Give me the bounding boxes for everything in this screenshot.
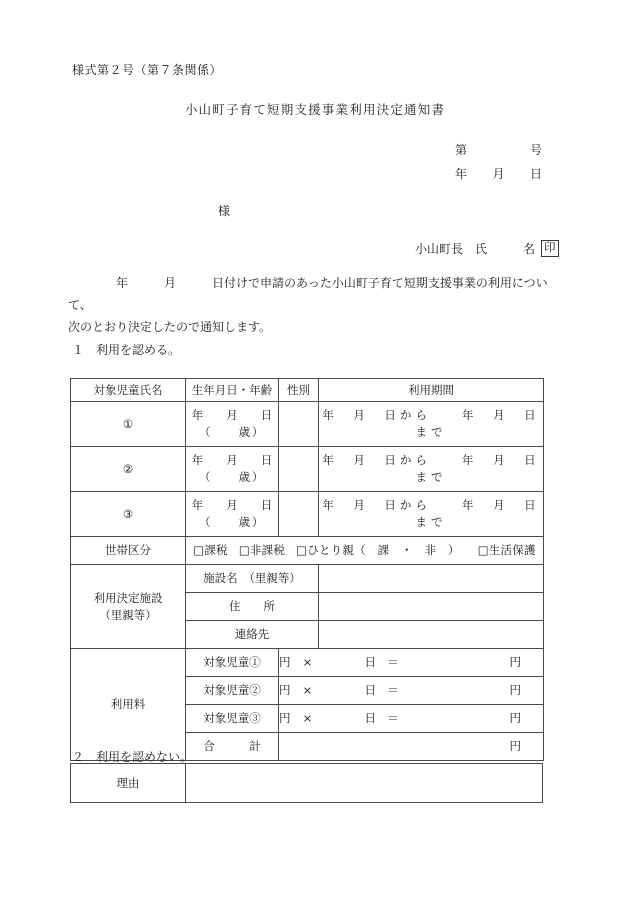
fee-total-label: 合 計: [186, 733, 279, 761]
table-row: [71, 764, 543, 803]
facility-name-label: 施設名 （里親等）: [186, 565, 319, 593]
fee-child1-operator: ×: [302, 655, 313, 670]
facility-row: [71, 565, 544, 593]
child-birth-date-2: 年 月 日: [191, 453, 278, 468]
facility-address-label: 住 所: [186, 593, 319, 621]
fee-child1-days: 日: [364, 655, 376, 670]
child-period-1[interactable]: 年 月 日から 年 月 日まで: [319, 402, 544, 447]
child-index-1[interactable]: ①: [71, 402, 186, 447]
reason-label: 理由: [71, 764, 186, 803]
column-header-birth: 生年月日・年齢: [186, 379, 279, 402]
rejection-table: [70, 763, 543, 803]
fee-child2-unit: 円: [279, 683, 291, 698]
facility-address-value[interactable]: [319, 593, 544, 621]
fee-child2-equals: ＝: [387, 683, 399, 698]
child-period-3[interactable]: 年 月 日から 年 月 日まで: [319, 492, 544, 537]
issuer-line: [415, 240, 559, 257]
issuer-name: 小山町長 氏 名: [415, 242, 536, 256]
fee-child1-label: 対象児童①: [186, 649, 279, 677]
column-header-period: 利用期間: [319, 379, 544, 402]
fee-child1-unit: 円: [279, 655, 291, 670]
child-birth-3[interactable]: [186, 492, 279, 537]
table-row: [71, 492, 544, 537]
child-age-2: （ 歳）: [198, 470, 266, 484]
fee-child2-days: 日: [364, 683, 376, 698]
form-number: 様式第２号（第７条関係）: [72, 63, 223, 77]
facility-label: [71, 565, 186, 649]
fee-child3-calc[interactable]: [279, 705, 544, 733]
section2-heading: ２ 利用を認めない。: [72, 750, 193, 764]
body-paragraph-line1: 付けで申請のあった小山町子育て短期支援事業の利用について、: [68, 276, 548, 313]
fee-label: 利用料: [71, 649, 186, 761]
facility-name-value[interactable]: [319, 565, 544, 593]
fee-child2-label: 対象児童②: [186, 677, 279, 705]
checkbox-single-parent[interactable]: □ひとり親（ 課 ・ 非 ）: [296, 543, 460, 558]
child-birth-date-1: 年 月 日: [191, 408, 278, 423]
fee-child1-equals: ＝: [387, 655, 399, 670]
fee-total-unit: 円: [509, 739, 521, 754]
table-row: [71, 402, 544, 447]
fee-child3-unit: 円: [279, 711, 291, 726]
checkbox-welfare[interactable]: □生活保護: [477, 543, 536, 558]
household-options: [186, 537, 544, 565]
fee-child3-equals: ＝: [387, 711, 399, 726]
facility-label-line1: 利用決定施設: [93, 590, 163, 605]
body-date-blank: 年 月 日: [116, 276, 225, 290]
child-index-3[interactable]: ③: [71, 492, 186, 537]
household-row: [71, 537, 544, 565]
facility-contact-label: 連絡先: [186, 621, 319, 649]
seal-stamp-box: 印: [541, 240, 559, 256]
facility-label-line2: （里親等）: [99, 607, 157, 622]
child-sex-3[interactable]: [279, 492, 319, 537]
child-period-2[interactable]: 年 月 日から 年 月 日まで: [319, 447, 544, 492]
fee-child3-operator: ×: [302, 711, 313, 726]
body-paragraph: [68, 272, 568, 339]
fee-row: [71, 649, 544, 677]
column-header-sex: 性別: [279, 379, 319, 402]
fee-child1-calc[interactable]: [279, 649, 544, 677]
checkbox-taxed[interactable]: □課税: [193, 543, 228, 558]
reason-value[interactable]: [186, 764, 543, 803]
child-sex-1[interactable]: [279, 402, 319, 447]
child-age-3: （ 歳）: [198, 515, 266, 529]
section1-heading: １ 利用を認める。: [72, 343, 181, 357]
child-birth-2[interactable]: [186, 447, 279, 492]
child-index-2[interactable]: ②: [71, 447, 186, 492]
column-header-name: 対象児童氏名: [71, 379, 186, 402]
table-row: [71, 447, 544, 492]
child-birth-date-3: 年 月 日: [191, 498, 278, 513]
child-birth-1[interactable]: [186, 402, 279, 447]
facility-contact-value[interactable]: [319, 621, 544, 649]
child-age-1: （ 歳）: [198, 425, 266, 439]
fee-child2-total: 円: [509, 683, 521, 698]
child-sex-2[interactable]: [279, 447, 319, 492]
fee-child3-days: 日: [364, 711, 376, 726]
checkbox-nontaxed[interactable]: □非課税: [238, 543, 286, 558]
body-paragraph-line2: 次のとおり決定したので通知します。: [68, 320, 272, 335]
fee-child2-calc[interactable]: [279, 677, 544, 705]
document-number-line: 第 号: [455, 143, 543, 157]
table-header-row: [71, 379, 544, 402]
addressee-honorific: 様: [218, 204, 231, 218]
fee-child3-total: 円: [509, 711, 521, 726]
fee-child2-operator: ×: [302, 683, 313, 698]
household-label: 世帯区分: [71, 537, 186, 565]
decision-table: [70, 378, 544, 761]
fee-child3-label: 対象児童③: [186, 705, 279, 733]
document-date-line: 年 月 日: [455, 167, 543, 181]
fee-child1-total: 円: [509, 655, 521, 670]
fee-total-value[interactable]: [279, 733, 544, 761]
document-title: 小山町子育て短期支援事業利用決定通知書: [184, 102, 446, 117]
